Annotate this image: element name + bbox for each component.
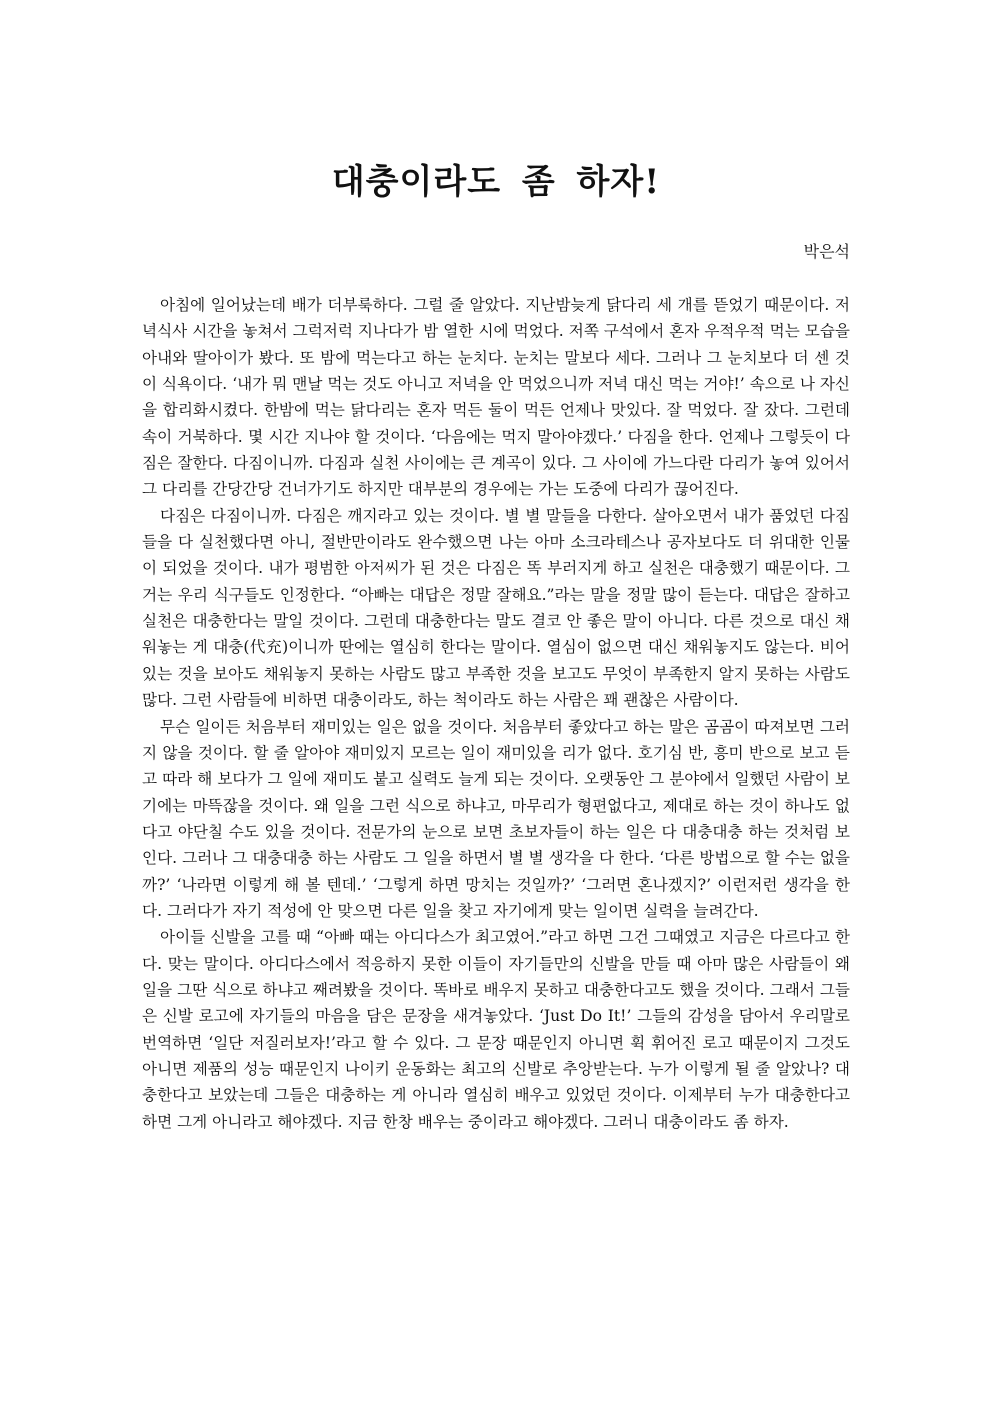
paragraph-2: 다짐은 다짐이니까. 다짐은 깨지라고 있는 것이다. 별 별 말들을 다한다. 살아오면서 내가 품었던 다짐들을 다 실천했다면 아니, 절반만이라도 완수했으면 나는 아마 소크라테스나 공자보다도 더 위대한 인물이 되었을 것이다. 내가 평범한 아저씨가 된 것은 다짐은 똑 부러지게 하고 실천은 대충했기 때문이다. 그거는 우리 식구들도 인정한다. “아빠는 대답은 정말 잘해요.”라는 말을 정말 많이 듣는다. 대답은 잘하고 실천은 대충한다는 말일 것이다. 그런데 대충한다는 말도 결코 안 좋은 말이 아니다. 다른 것으로 대신 채워놓는 게 대충(代充)이니까 딴에는 열심히 한다는 말이다. 열심이 없으면 대신 채워놓지도 않는다. 비어 있는 것을 보아도 채워놓지 못하는 사람도 많고 부족한 것을 보고도 무엇이 부족한지 알지 못하는 사람도 많다. 그런 사람들에 비하면 대충이라도, 하는 척이라도 하는 사람은 꽤 괜찮은 사람이다. — [142, 506, 850, 710]
document-body — [142, 292, 850, 1135]
paragraph-1: 아침에 일어났는데 배가 더부룩하다. 그럴 줄 알았다. 지난밤늦게 닭다리 세 개를 뜯었기 때문이다. 저녁식사 시간을 놓쳐서 그럭저럭 지나다가 밤 열한 시에 먹었다. 저쪽 구석에서 혼자 우적우적 먹는 모습을 아내와 딸아이가 봤다. 또 밤에 먹는다고 하는 눈치다. 눈치는 말보다 세다. 그러나 그 눈치보다 더 센 것이 식욕이다. ‘내가 뭐 맨날 먹는 것도 아니고 저녁을 안 먹었으니까 저녁 대신 먹는 거야!’ 속으로 나 자신을 합리화시켰다. 한밤에 먹는 닭다리는 혼자 먹든 둘이 먹든 언제나 맛있다. 잘 먹었다. 잘 잤다. 그런데 속이 거북하다. 몇 시간 지나야 할 것이다. ‘다음에는 먹지 말아야겠다.’ 다짐을 한다. 언제나 그렇듯이 다짐은 잘한다. 다짐이니까. 다짐과 실천 사이에는 큰 계곡이 있다. 그 사이에 가느다란 다리가 놓여 있어서 그 다리를 간당간당 건너가기도 하지만 대부분의 경우에는 가는 도중에 다리가 끊어진다. — [142, 296, 850, 499]
document-title: 대충이라도 좀 하자! — [331, 162, 661, 202]
paragraph-4: 아이들 신발을 고를 때 “아빠 때는 아디다스가 최고였어.”라고 하면 그건 그때였고 지금은 다르다고 한다. 맞는 말이다. 아디다스에서 적응하지 못한 이들이 자기들만의 신발을 만들 때 아마 많은 사람들이 왜 일을 그딴 식으로 하냐고 째려봤을 것이다. 똑바로 배우지 못하고 대충한다고도 했을 것이다. 그래서 그들은 신발 로고에 자기들의 마음을 담은 문장을 새겨놓았다. ‘Just Do It!’ 그들의 감성을 담아서 우리말로 번역하면 ‘일단 저질러보자!’라고 할 수 있다. 그 문장 때문인지 아니면 휙 휘어진 로고 때문이지 그것도 아니면 제품의 성능 때문인지 나이키 운동화는 최고의 신발로 추앙받는다. 누가 이렇게 될 줄 알았나? 대충한다고 보았는데 그들은 대충하는 게 아니라 열심히 배우고 있었던 것이다. 이제부터 누가 대충한다고 하면 그게 아니라고 해야겠다. 지금 한창 배우는 중이라고 해야겠다. 그러니 대충이라도 좀 하자. — [142, 928, 850, 1131]
author-name: 박은석 — [803, 242, 850, 261]
paragraph-3: 무슨 일이든 처음부터 재미있는 일은 없을 것이다. 처음부터 좋았다고 하는 말은 곰곰이 따져보면 그러지 않을 것이다. 할 줄 알아야 재미있지 모르는 일이 재미있을 리가 없다. 호기심 반, 흥미 반으로 보고 듣고 따라 해 보다가 그 일에 재미도 붙고 실력도 늘게 되는 것이다. 오랫동안 그 분야에서 일했던 사람이 보기에는 마뜩잖을 것이다. 왜 일을 그런 식으로 하냐고, 마무리가 형편없다고, 제대로 하는 것이 하나도 없다고 야단칠 수도 있을 것이다. 전문가의 눈으로 보면 초보자들이 하는 일은 다 대충대충 하는 것처럼 보인다. 그러나 그 대충대충 하는 사람도 그 일을 하면서 별 별 생각을 다 한다. ‘다른 방법으로 할 수는 없을까?’ ‘나라면 이렇게 해 볼 텐데.’ ‘그렇게 하면 망치는 것일까?’ ‘그러면 혼나겠지?’ 이런저런 생각을 한다. 그러다가 자기 적성에 안 맞으면 다른 일을 찾고 자기에게 맞는 일이면 실력을 늘려간다. — [142, 717, 850, 920]
